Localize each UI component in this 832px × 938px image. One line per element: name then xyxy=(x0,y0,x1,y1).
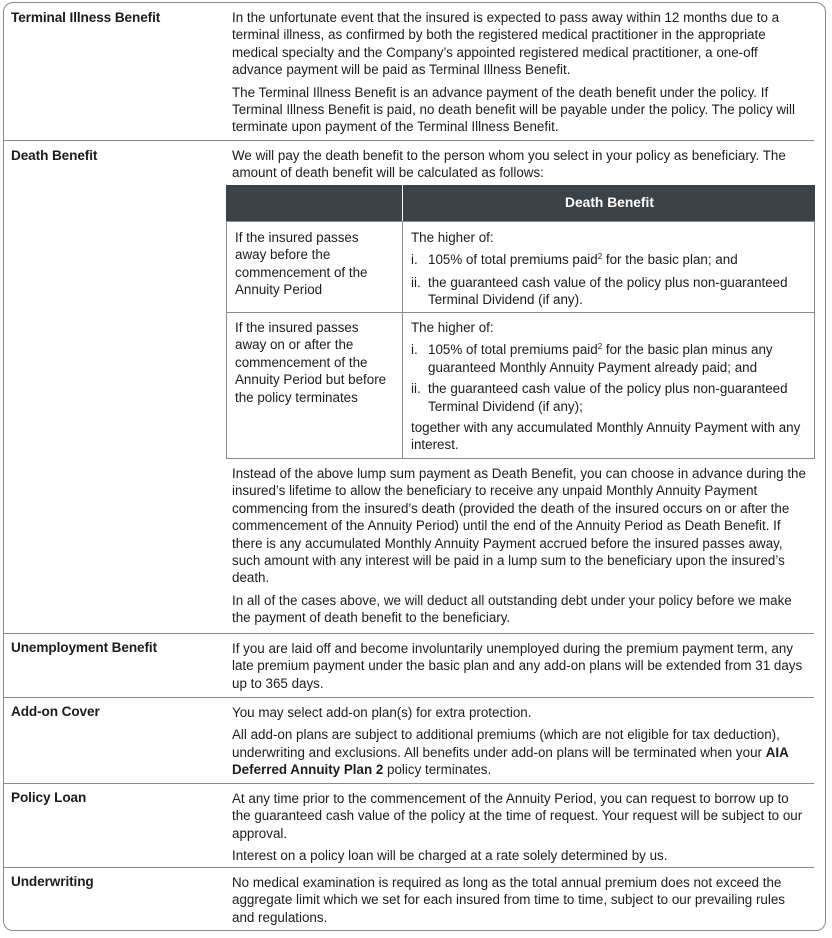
list-number: ii. xyxy=(411,274,421,290)
unemployment-paragraph: If you are laid off and become involuntarily unemployed during the premium payment term, any late premium payment under the basic plan and any add-on plans will be extended from 31 days up to 365 days. xyxy=(232,641,803,691)
condition-during-annuity: If the insured passes away on or after the commencement of the Annuity Period but before the policy terminates xyxy=(235,320,387,405)
row-divider xyxy=(4,140,814,141)
footnote-marker: 2 xyxy=(597,252,603,262)
condition-before-annuity: If the insured passes away before the commencement of the Annuity Period xyxy=(235,230,368,298)
add-on-paragraph-1: You may select add-on plan(s) for extra protection. xyxy=(232,705,532,720)
list-text: for the basic plan; and xyxy=(602,252,738,268)
policy-loan-content xyxy=(232,790,806,865)
add-on-content xyxy=(232,704,806,779)
policy-loan-paragraph-2: Interest on a policy loan will be charged at a rate solely determined by us. xyxy=(232,848,668,864)
list-item xyxy=(411,251,807,268)
list-item xyxy=(411,341,807,376)
row-divider xyxy=(4,783,814,784)
plan-name: AIA Deferred Annuity Plan 2 xyxy=(232,744,789,778)
list-text: the guaranteed cash value of the policy plus non-guaranteed Terminal Dividend (if any); xyxy=(428,381,788,414)
terminal-illness-paragraph-2: The Terminal Illness Benefit is an advance payment of the death benefit under the policy. If Terminal Illness Benefit is paid, no death benefit will be payable under the policy. The policy will terminate upon payment of the Terminal Illness Benefit. xyxy=(232,84,795,135)
death-benefit-column-header: Death Benefit xyxy=(402,185,816,221)
heading-policy-loan: Policy Loan xyxy=(11,790,87,805)
heading-unemployment-benefit: Unemployment Benefit xyxy=(11,640,158,655)
add-on-paragraph-2 xyxy=(232,726,806,778)
death-benefit-paragraph-last: In all of the cases above, we will deduct all outstanding debt under your policy before we make the payment of death benefit to the beneficiary. xyxy=(232,592,792,626)
heading-add-on-cover: Add-on Cover xyxy=(11,704,100,719)
death-benefit-table-header xyxy=(226,185,815,221)
row-divider xyxy=(4,867,814,868)
benefit-lead-text: The higher of: xyxy=(411,320,494,335)
heading-underwriting: Underwriting xyxy=(11,874,94,889)
benefit-before-annuity xyxy=(411,229,807,309)
list-number: i. xyxy=(411,252,418,268)
terminal-illness-content xyxy=(232,9,806,136)
benefit-lead-text: The higher of: xyxy=(411,230,494,245)
list-text: for the basic plan minus any guaranteed Monthly Annuity Payment already paid; and xyxy=(428,342,773,375)
add-on-text: policy terminates. xyxy=(383,762,492,778)
death-benefit-intro: We will pay the death benefit to the person whom you select in your policy as beneficiary. The amount of death benefit will be calculated as follows: xyxy=(232,148,786,181)
list-item xyxy=(411,380,807,415)
list-number: ii. xyxy=(411,381,421,397)
policy-loan-paragraph-1: At any time prior to the commencement of the Annuity Period, you can request to borrow up to the guaranteed cash value of the policy at the time of request. Your request will be subject to our approval. xyxy=(232,791,803,841)
underwriting-paragraph: No medical examination is required as long as the total annual premium does not exceed the aggregate limit which we set for each insured from time to time, subject to our prevailing rules and regulations. xyxy=(232,875,785,925)
row-divider xyxy=(4,633,814,634)
list-text: the guaranteed cash value of the policy plus non-guaranteed Terminal Dividend (if any). xyxy=(428,274,788,308)
list-number: i. xyxy=(411,342,418,358)
add-on-text: All add-on plans are subject to additional premiums (which are not eligible for tax deduction), underwriting and exclusions. All benefits under add-on plans will be terminated when your xyxy=(232,727,780,760)
death-benefit-paragraph-after: Instead of the above lump sum payment as Death Benefit, you can choose in advance during the insured’s lifetime to allow the beneficiary to receive any unpaid Monthly Annuity Payment commencing from the insured’s death (provided the death of the insured occurs on or after the commencement of the Annuity Period) until the end of the Annuity Period as Death Benefit. If there is any accumulated Monthly Annuity Payment accrued before the insured passes away, such amount with any interest will be paid in a lump sum to the beneficiary upon the insured’s death. xyxy=(232,466,806,586)
terminal-illness-paragraph-1: In the unfortunate event that the insured is expected to pass away within 12 months due to a terminal illness, as confirmed by both the registered medical practitioner in the appropriate medical specialty and the Company’s appointed registered medical practitioner, a one-off advance payment will be paid as Terminal Illness Benefit. xyxy=(232,10,780,78)
heading-terminal-illness-benefit: Terminal Illness Benefit xyxy=(11,10,161,25)
list-item xyxy=(411,274,807,309)
row-divider xyxy=(4,697,814,698)
heading-death-benefit: Death Benefit xyxy=(11,148,98,163)
footnote-marker: 2 xyxy=(597,342,603,352)
list-text: 105% of total premiums paid xyxy=(428,252,598,268)
death-benefit-notes xyxy=(232,465,806,627)
benefit-during-annuity xyxy=(411,319,807,454)
benefit-tail-text: together with any accumulated Monthly Annuity Payment with any interest. xyxy=(411,420,801,453)
list-text: 105% of total premiums paid xyxy=(428,342,598,358)
